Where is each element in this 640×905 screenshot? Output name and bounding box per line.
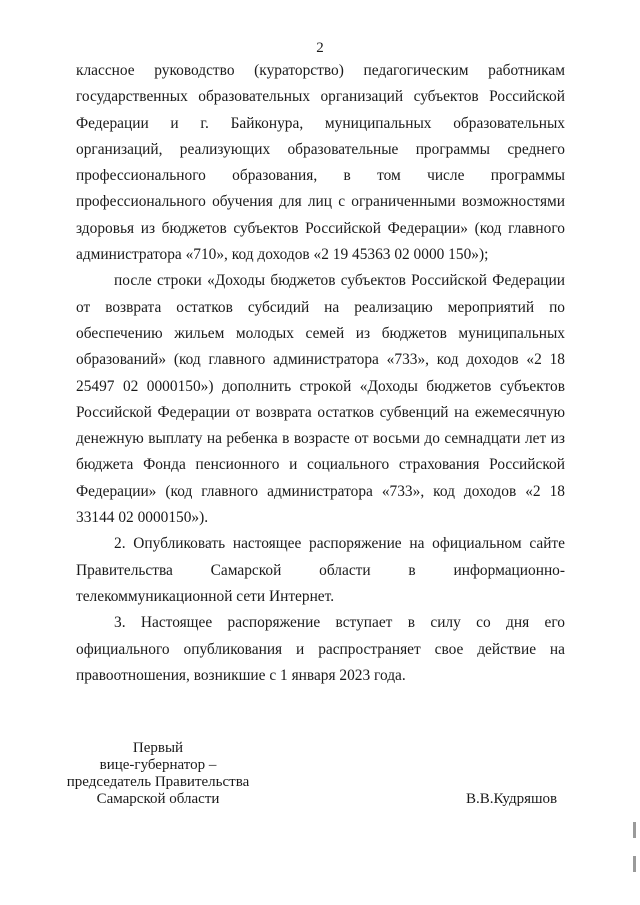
signatory-title-line: Первый xyxy=(132,740,184,756)
signatory-title-line: председатель Правительства xyxy=(66,774,250,790)
paragraph-4: 3. Настоящее распоряжение вступает в силу со дня его официального опубликования и распространяет свое действие на правоотношения, возникшие с 1 января 2023 года. xyxy=(76,614,565,684)
signatory-title xyxy=(50,740,266,808)
paragraph-1: классное руководство (кураторство) педагогическим работникам государственных образовательных организаций субъектов Российской Федерации и г. Байконура, муниципальных образовательных организаций, реализующих образовательные программы среднего профессионального образования, в том числе программы профессионального обучения для лиц с ограниченными возможностями здоровья из бюджетов субъектов Российской Федерации» (код главного администратора «710», код доходов «2 19 45363 02 0000 150»); xyxy=(76,62,565,264)
paragraph-2: после строки «Доходы бюджетов субъектов Российской Федерации от возврата остатков субсидий на реализацию мероприятий по обеспечению жильем молодых семей из бюджетов муниципальных образований» (код главного администратора «733», код доходов «2 18 25497 02 0000150») дополнить строкой «Доходы бюджетов субъектов Российской Федерации от возврата остатков субвенций на ежемесячную денежную выплату на ребенка в возрасте от восьми до семнадцати лет из бюджета Фонда пенсионного и социального страхования Российской Федерации» (код главного администратора «733», код доходов «2 18 33144 02 0000150»). xyxy=(76,272,565,527)
paragraph-3: 2. Опубликовать настоящее распоряжение на официальном сайте Правительства Самарской области в информационно-телекоммуникационной сети Интернет. xyxy=(76,535,565,605)
signatory-name: В.В.Кудряшов xyxy=(466,791,558,807)
signatory-title-line: Самарской области xyxy=(96,791,220,807)
scan-edge-mark xyxy=(633,822,636,838)
document-body xyxy=(76,58,565,689)
signatory-title-line: вице-губернатор – xyxy=(99,757,217,773)
page-number: 2 xyxy=(316,40,324,56)
scan-edge-mark xyxy=(633,856,636,872)
